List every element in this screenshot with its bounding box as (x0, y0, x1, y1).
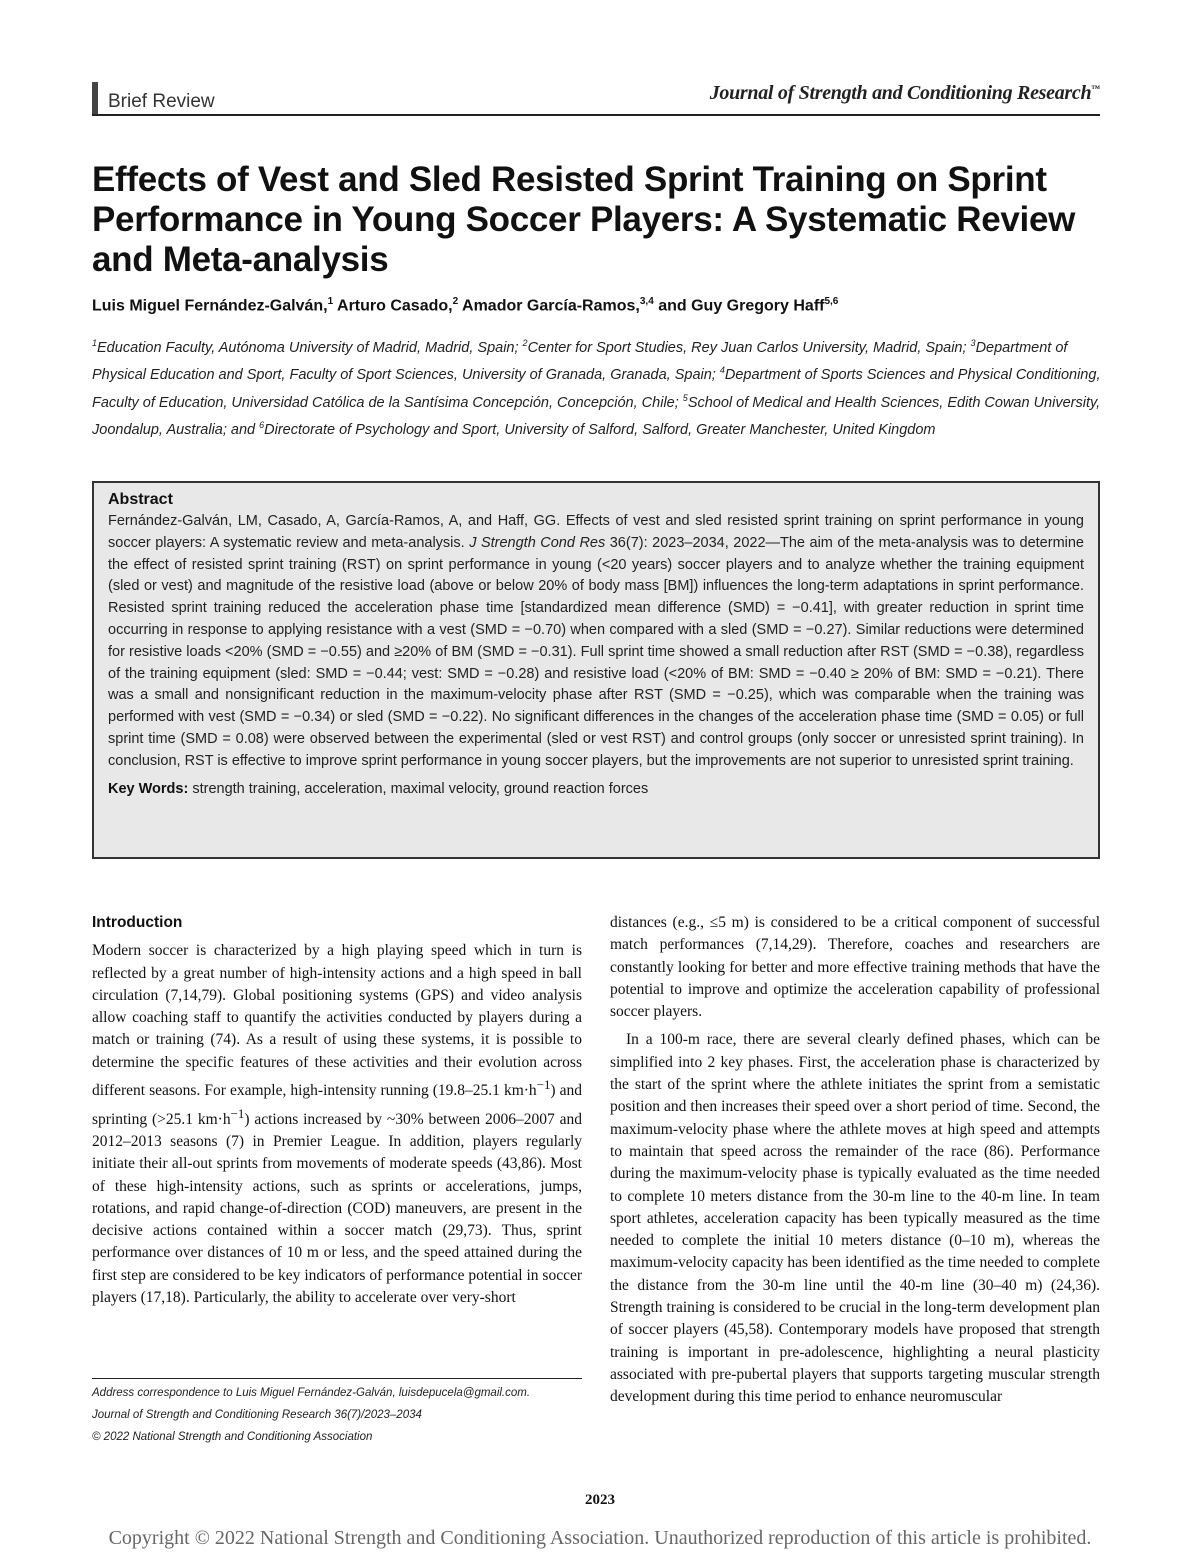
body-text: ) and sprinting (>25.1 km·h (92, 1082, 583, 1128)
keywords (108, 781, 1084, 797)
author-affiliation-ref: 1 (327, 296, 334, 307)
keywords-list: strength training, acceleration, maximal velocity, ground reaction forces (188, 780, 649, 797)
page-number: 2023 (585, 1492, 615, 1508)
author-name: and Guy Gregory Haff (658, 297, 825, 315)
author-affiliation-ref: 5,6 (824, 296, 839, 307)
body-text: Modern soccer is characterized by a high playing speed which in turn is reflected by a great number of high-intensity actions and a high speed in ball circulation (7,14,79). Global positioning systems (GPS) and video analysis allow coaching staff to quantify the activities conducted by players during a match or training (74). As a result of using these systems, it is possible to determine the specific features of these activities and their evolution across different seasons. For example, high-intensity running (19.8–25.1 km·h (92, 942, 582, 1100)
left-column (92, 912, 582, 1309)
author-list (92, 296, 1102, 315)
abstract-citation: Fernández-Galván, LM, Casado, A, García-Ramos, A, and Haff, GG. Effects of vest and sled resisted sprint training on sprint performance in young soccer players: A systematic review and meta-analysis. (108, 513, 1084, 551)
affiliations (92, 332, 1102, 441)
body-paragraph (92, 940, 582, 1309)
author-affiliation-ref: 2 (452, 296, 459, 307)
page-header (92, 78, 1100, 116)
copyright-note: © 2022 National Strength and Conditioning Association (92, 1431, 373, 1443)
section-label: Brief Review (92, 82, 215, 114)
affiliation-text: Department of Physical Education and Sport, Faculty of Sport Sciences, University of Granada, Granada, Spain; (92, 339, 1068, 384)
abstract-citation-volume: 36(7): 2023–2034, 2022— (605, 534, 781, 551)
abstract-heading: Abstract (108, 491, 173, 508)
affiliation-text: Education Faculty, Autónoma University of Madrid, Madrid, Spain; (97, 339, 523, 356)
journal-reference: Journal of Strength and Conditioning Research 36(7)/2023–2034 (92, 1409, 422, 1421)
author-name: Amador García-Ramos, (462, 297, 640, 315)
abstract-citation-journal: J Strength Cond Res (469, 534, 606, 551)
correspondence-note: Address correspondence to Luis Miguel Fernández-Galván, luisdepucela@gmail.com. (92, 1387, 531, 1399)
journal-logo (710, 82, 1100, 105)
abstract-text (108, 511, 1084, 773)
affiliation-number: 1 (92, 338, 98, 348)
affiliation-text: Center for Sport Studies, Rey Juan Carlos University, Madrid, Spain; (527, 339, 971, 356)
body-paragraph: In a 100-m race, there are several clearly defined phases, which can be simplified into 2 key phases. First, the acceleration phase is characterized by the start of the sprint where the athlete initiates the sprint from a semistatic position and then increases their speed over a short period of time. Second, the maximum-velocity phase where the athlete moves at high speed and attempts to maintain that speed across the remainder of the race (86). Performance during the maximum-velocity phase is typically evaluated as the time needed to complete 10 meters distance from the 30-m line to the 40-m line. In team sport athletes, acceleration capacity has been typically measured as the time needed to complete the initial 10 meters distance (0–10 m), whereas the maximum-velocity capacity has been identified as the time needed to complete the distance from the 30-m line until the 40-m line (30–40 m) (24,36). Strength training is considered to be crucial in the long-term development plan of soccer players (45,58). Contemporary models have proposed that strength training is important in pre-adolescence, highlighting a neural plasticity associated with pre-pubertal players that supports targeting muscular strength development during this time period to enhance neuromuscular (610, 1031, 1100, 1406)
affiliation-number: 6 (259, 419, 265, 430)
keywords-label: Key Words: (108, 780, 189, 797)
abstract-body: The aim of the meta-analysis was to determine the effect of resisted sprint training (RST) on sprint performance in young (<20 years) soccer players and to analyze whether the training equipment (sled or vest) and magnitude of the resistive load (above or below 20% of body mass [BM]) influences the long-term adaptations in sprint performance. Resisted sprint training reduced the acceleration phase time [standardized mean difference (SMD) = −0.41], with greater reduction in sprint time occurring in response to applying resistance with a vest (SMD = −0.70) when compared with a sled (SMD = −0.27). Similar reductions were determined for resistive loads <20% (SMD = −0.55) and ≥20% of BM (SMD = −0.31). Full sprint time showed a small reduction after RST (SMD = −0.38), regardless of the training equipment (sled: SMD = −0.44; vest: SMD = −0.28) and resistive load (<20% of BM: SMD = −0.40 ≥ 20% of BM: SMD = −0.21). There was a small and nonsignificant reduction in the maximum-velocity phase after RST (SMD = −0.25), which was comparable when the training was performed with vest (SMD = −0.34) or sled (SMD = −0.22). No significant differences in the changes of the acceleration phase time (SMD = 0.05) or full sprint time (SMD = 0.08) were observed between the experimental (sled or vest RST) and control groups (only soccer or unresisted sprint training). In conclusion, RST is effective to improve sprint performance in young soccer players, but the improvements are not superior to unresisted sprint training. (108, 534, 1084, 769)
unit-exponent: −1 (230, 1105, 245, 1121)
author-affiliation-ref: 3,4 (639, 296, 654, 307)
body-paragraph: distances (e.g., ≤5 m) is considered to be a critical component of successful match performances (7,14,29). Therefore, coaches and researchers are constantly looking for better and more effective training methods that have the potential to improve and optimize the acceleration capability of professional soccer players. (610, 914, 1100, 1021)
unit-exponent: −1 (536, 1077, 551, 1093)
affiliation-number: 3 (970, 338, 976, 348)
article-title: Effects of Vest and Sled Resisted Sprint Training on Sprint Performance in Young Soccer Players: A Systematic Review and Meta-analysis (92, 160, 1076, 279)
affiliation-number: 4 (719, 365, 725, 376)
author-name: Arturo Casado, (337, 297, 453, 315)
journal-name: Journal of Strength and Conditioning Research (709, 82, 1092, 104)
copyright-banner: Copyright © 2022 National Strength and Conditioning Association. Unauthorized reproduction of this article is prohibited. (108, 1527, 1092, 1549)
affiliation-text: Directorate of Psychology and Sport, University of Salford, Salford, Greater Manchester, United Kingdom (264, 421, 936, 438)
author-name: Luis Miguel Fernández-Galván, (92, 297, 328, 315)
affiliation-text: School of Medical and Health Sciences, Edith Cowan University, Joondalup, Australia; and (92, 394, 1101, 438)
abstract-box (92, 481, 1100, 859)
body-text: ) actions increased by ~30% between 2006–2007 and 2012–2013 seasons (7) in Premier League. In addition, players regularly initiate their all-out sprints from movements of moderate speeds (43,86). Most of these high-intensity actions, such as sprints or accelerations, jumps, rotations, and rapid change-of-direction (COD) maneuvers, are present in the decisive actions contained within a soccer match (29,73). Thus, sprint performance over distances of 10 m or less, and the speed attained during the first step are considered to be key indicators of performance potential in soccer players (17,18). Particularly, the ability to accelerate over very-short (92, 1110, 583, 1307)
trademark-mark: ™ (1091, 83, 1100, 94)
affiliation-text: Department of Sports Sciences and Physical Conditioning, Faculty of Education, Universidad Católica de la Santísima Concepción, Concepción, Chile; (92, 367, 1101, 411)
footnotes (92, 1378, 582, 1451)
affiliation-number: 5 (682, 392, 688, 403)
section-heading-introduction: Introduction (92, 914, 183, 931)
right-column (610, 912, 1100, 1409)
affiliation-number: 2 (522, 338, 528, 348)
